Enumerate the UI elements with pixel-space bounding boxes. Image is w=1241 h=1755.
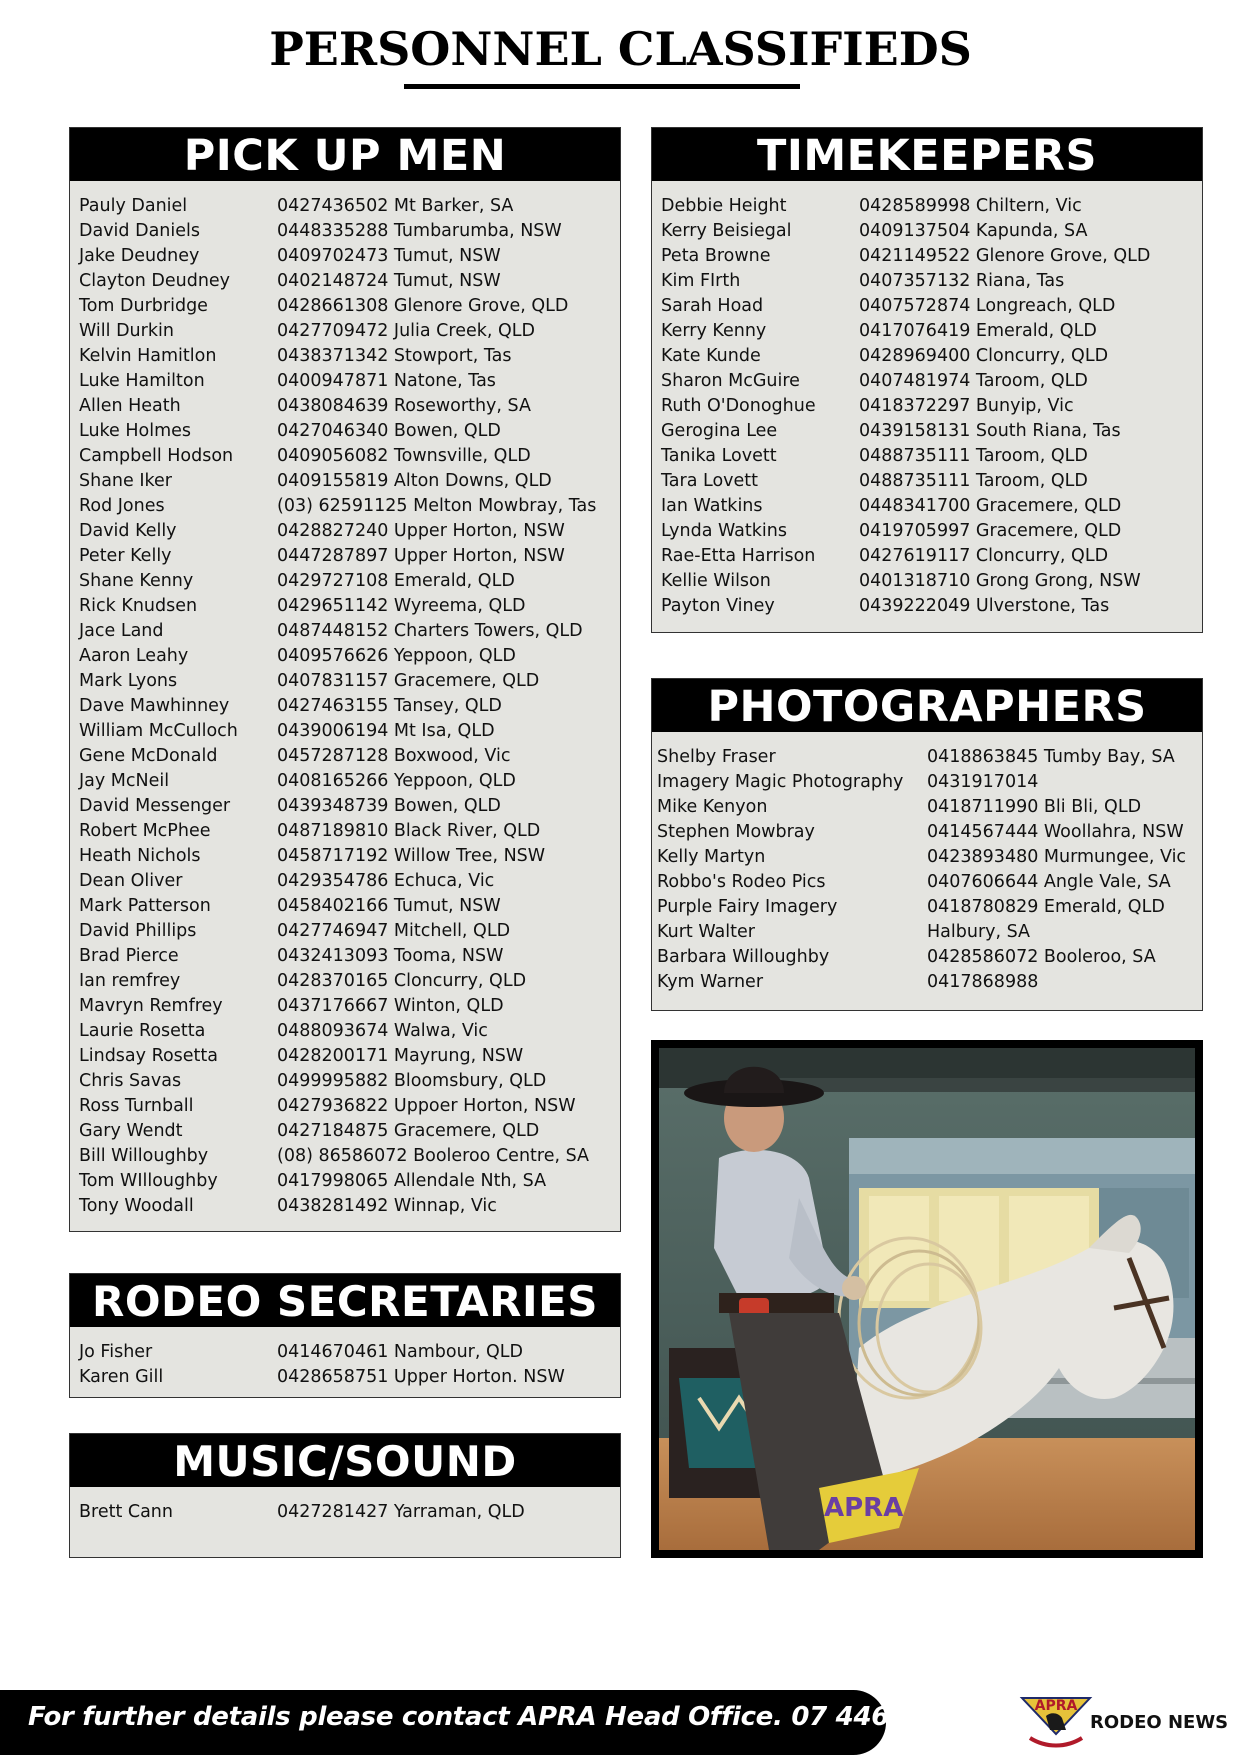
entry-details: 0488093674 Walwa, Vic [277, 1021, 488, 1041]
list-item [652, 394, 1202, 419]
entry-name: Shelby Fraser [657, 747, 776, 767]
entry-details: 0439158131 South Riana, Tas [859, 421, 1121, 441]
list-item [652, 945, 1202, 970]
entry-details: 0432413093 Tooma, NSW [277, 946, 504, 966]
entry-name: Karen Gill [79, 1367, 164, 1387]
entry-name: Rae-Etta Harrison [661, 546, 816, 566]
entry-details: 0428586072 Booleroo, SA [927, 947, 1156, 967]
list-item [70, 1044, 620, 1069]
section-title: TIMEKEEPERS [652, 128, 1202, 181]
entry-name: Rod Jones [79, 496, 165, 516]
entry-name: Debbie Height [661, 196, 787, 216]
footer-contact-bar [0, 1690, 987, 1755]
list-item [652, 870, 1202, 895]
entry-name: Clayton Deudney [79, 271, 231, 291]
entry-details: 0409056082 Townsville, QLD [277, 446, 531, 466]
list-item [70, 194, 620, 219]
entry-name: Shane Kenny [79, 571, 194, 591]
entry-details: 0409702473 Tumut, NSW [277, 246, 501, 266]
list-item [70, 1094, 620, 1119]
entry-details: 0407357132 Riana, Tas [859, 271, 1065, 291]
entry-name: Rick Knudsen [79, 596, 198, 616]
list-item [652, 369, 1202, 394]
list-item [652, 419, 1202, 444]
entry-details: 0427936822 Uppoer Horton, NSW [277, 1096, 576, 1116]
list-item [70, 844, 620, 869]
entry-name: William McCulloch [79, 721, 238, 741]
list-item [652, 319, 1202, 344]
list-item [70, 344, 620, 369]
entry-details: 0438281492 Winnap, Vic [277, 1196, 497, 1216]
list-item [652, 970, 1202, 995]
entry-name: Robert McPhee [79, 821, 211, 841]
entry-list [70, 1327, 620, 1390]
cowboy-photo [651, 1040, 1203, 1558]
list-item [70, 269, 620, 294]
entry-name: Dean Oliver [79, 871, 183, 891]
entry-name: Ross Turnball [79, 1096, 194, 1116]
entry-name: Tara Lovett [661, 471, 758, 491]
list-item [70, 869, 620, 894]
entry-name: Luke Hamilton [79, 371, 205, 391]
entry-details: 0458402166 Tumut, NSW [277, 896, 501, 916]
entry-name: Mark Lyons [79, 671, 178, 691]
entry-name: Heath Nichols [79, 846, 201, 866]
entry-details: 0417998065 Allendale Nth, SA [277, 1171, 547, 1191]
section-title: PICK UP MEN [70, 128, 620, 181]
entry-details: 0427463155 Tansey, QLD [277, 696, 502, 716]
list-item [70, 919, 620, 944]
entry-name: Pauly Daniel [79, 196, 188, 216]
entry-details: 0448335288 Tumbarumba, NSW [277, 221, 562, 241]
section-title: MUSIC/SOUND [70, 1434, 620, 1487]
entry-name: Gary Wendt [79, 1121, 183, 1141]
list-item [70, 294, 620, 319]
entry-name: David Messenger [79, 796, 231, 816]
list-item [652, 344, 1202, 369]
list-item [652, 845, 1202, 870]
entry-details: Halbury, SA [927, 922, 1031, 942]
entry-details: 0427046340 Bowen, QLD [277, 421, 501, 441]
entry-details: 0427281427 Yarraman, QLD [277, 1502, 525, 1522]
entry-details: 0417076419 Emerald, QLD [859, 321, 1097, 341]
entry-details: 0427184875 Gracemere, QLD [277, 1121, 540, 1141]
entry-name: Bill Willoughby [79, 1146, 209, 1166]
entry-details: 0428661308 Glenore Grove, QLD [277, 296, 569, 316]
entry-name: Kurt Walter [657, 922, 755, 942]
list-item [652, 444, 1202, 469]
list-item [652, 519, 1202, 544]
entry-name: Peta Browne [661, 246, 771, 266]
entry-details: 0427709472 Julia Creek, QLD [277, 321, 535, 341]
entry-details: 0429727108 Emerald, QLD [277, 571, 515, 591]
photographers-section [651, 678, 1203, 1011]
list-item [70, 1019, 620, 1044]
entry-name: Kerry Kenny [661, 321, 767, 341]
entry-name: Tom WIlloughby [79, 1171, 218, 1191]
list-item [70, 219, 620, 244]
entry-details: 0439348739 Bowen, QLD [277, 796, 501, 816]
entry-details: 0418780829 Emerald, QLD [927, 897, 1165, 917]
list-item [652, 745, 1202, 770]
cowboy-on-horse-photo-icon [659, 1048, 1195, 1550]
entry-name: Kelly Martyn [657, 847, 766, 867]
entry-name: Mavryn Remfrey [79, 996, 223, 1016]
entry-name: Payton Viney [661, 596, 775, 616]
entry-name: Kelvin Hamitlon [79, 346, 217, 366]
list-item [652, 294, 1202, 319]
entry-details: 0439006194 Mt Isa, QLD [277, 721, 495, 741]
list-item [652, 770, 1202, 795]
entry-details: 0418863845 Tumby Bay, SA [927, 747, 1175, 767]
list-item [652, 594, 1202, 619]
entry-name: Lindsay Rosetta [79, 1046, 218, 1066]
entry-details: 0431917014 [927, 772, 1039, 792]
pickup-men-section [69, 127, 621, 1232]
list-item [70, 569, 620, 594]
entry-details: 0417868988 [927, 972, 1039, 992]
entry-details: 0408165266 Yeppoon, QLD [277, 771, 516, 791]
entry-name: Shane Iker [79, 471, 172, 491]
entry-details: 0402148724 Tumut, NSW [277, 271, 501, 291]
list-item [70, 319, 620, 344]
entry-details: 0421149522 Glenore Grove, QLD [859, 246, 1151, 266]
entry-details: 0438084639 Roseworthy, SA [277, 396, 531, 416]
entry-name: Gerogina Lee [661, 421, 778, 441]
entry-list [652, 732, 1202, 995]
entry-details: 0427746947 Mitchell, QLD [277, 921, 511, 941]
chaps-logo-text: APRA [824, 1493, 904, 1523]
entry-list [652, 181, 1202, 619]
entry-details: 0409576626 Yeppoon, QLD [277, 646, 516, 666]
list-item [652, 895, 1202, 920]
entry-name: Kerry Beisiegal [661, 221, 792, 241]
entry-name: Dave Mawhinney [79, 696, 230, 716]
entry-name: Barbara Willoughby [657, 947, 830, 967]
entry-details: 0488735111 Taroom, QLD [859, 446, 1088, 466]
list-item [70, 644, 620, 669]
timekeepers-section [651, 127, 1203, 633]
entry-details: 0439222049 Ulverstone, Tas [859, 596, 1110, 616]
entry-name: Tanika Lovett [661, 446, 777, 466]
entry-name: Peter Kelly [79, 546, 172, 566]
entry-details: 0499995882 Bloomsbury, QLD [277, 1071, 547, 1091]
entry-name: Mark Patterson [79, 896, 211, 916]
list-item [70, 419, 620, 444]
entry-details: (08) 86586072 Booleroo Centre, SA [277, 1146, 590, 1166]
entry-details: 0428370165 Cloncurry, QLD [277, 971, 527, 991]
section-title: PHOTOGRAPHERS [652, 679, 1202, 732]
entry-list [70, 1487, 620, 1525]
entry-name: Lynda Watkins [661, 521, 787, 541]
list-item [70, 594, 620, 619]
list-item [652, 244, 1202, 269]
list-item [70, 544, 620, 569]
entry-name: Sharon McGuire [661, 371, 800, 391]
rodeo-secretaries-section [69, 1273, 621, 1398]
list-item [70, 744, 620, 769]
entry-name: Gene McDonald [79, 746, 218, 766]
list-item [652, 920, 1202, 945]
section-title: RODEO SECRETARIES [70, 1274, 620, 1327]
entry-name: Luke Holmes [79, 421, 192, 441]
entry-name: Allen Heath [79, 396, 181, 416]
list-item [70, 369, 620, 394]
entry-name: Kim FIrth [661, 271, 741, 291]
entry-details: 0488735111 Taroom, QLD [859, 471, 1088, 491]
entry-name: Tom Durbridge [79, 296, 208, 316]
entry-name: Jo Fisher [79, 1342, 153, 1362]
entry-name: Purple Fairy Imagery [657, 897, 838, 917]
entry-details: 0487448152 Charters Towers, QLD [277, 621, 583, 641]
entry-details: 0407572874 Longreach, QLD [859, 296, 1116, 316]
list-item [652, 569, 1202, 594]
entry-details: 0427619117 Cloncurry, QLD [859, 546, 1109, 566]
list-item [70, 894, 620, 919]
entry-details: 0429651142 Wyreema, QLD [277, 596, 526, 616]
footer-contact-text: For further details please contact APRA Head Office. 07 4461 8183 [28, 1702, 987, 1732]
entry-details: 0407606644 Angle Vale, SA [927, 872, 1171, 892]
list-item [652, 544, 1202, 569]
entry-details: 0400947871 Natone, Tas [277, 371, 496, 391]
list-item [70, 944, 620, 969]
apra-logo-text: APRA [1034, 1698, 1078, 1714]
entry-name: Kym Warner [657, 972, 764, 992]
list-item [70, 1340, 620, 1365]
title-underline [404, 84, 800, 89]
list-item [652, 494, 1202, 519]
entry-details: 0419705997 Gracemere, QLD [859, 521, 1122, 541]
list-item [70, 719, 620, 744]
entry-details: 0438371342 Stowport, Tas [277, 346, 512, 366]
entry-name: Jay McNeil [79, 771, 170, 791]
entry-name: Ian Watkins [661, 496, 763, 516]
entry-name: David Kelly [79, 521, 177, 541]
list-item [70, 244, 620, 269]
entry-details: 0428589998 Chiltern, Vic [859, 196, 1082, 216]
entry-details: 0427436502 Mt Barker, SA [277, 196, 514, 216]
list-item [652, 469, 1202, 494]
entry-name: Laurie Rosetta [79, 1021, 206, 1041]
list-item [652, 219, 1202, 244]
entry-name: Will Durkin [79, 321, 174, 341]
list-item [70, 394, 620, 419]
entry-list [70, 181, 620, 1219]
entry-name: Sarah Hoad [661, 296, 764, 316]
entry-details: 0401318710 Grong Grong, NSW [859, 571, 1141, 591]
entry-name: Campbell Hodson [79, 446, 234, 466]
entry-details: 0418372297 Bunyip, Vic [859, 396, 1074, 416]
music-sound-section [69, 1433, 621, 1558]
entry-details: 0448341700 Gracemere, QLD [859, 496, 1122, 516]
list-item [70, 1069, 620, 1094]
entry-details: 0414670461 Nambour, QLD [277, 1342, 523, 1362]
entry-name: Tony Woodall [79, 1196, 194, 1216]
list-item [70, 1500, 620, 1525]
entry-details: 0428969400 Cloncurry, QLD [859, 346, 1109, 366]
list-item [70, 619, 620, 644]
list-item [70, 1194, 620, 1219]
entry-details: 0409155819 Alton Downs, QLD [277, 471, 552, 491]
entry-name: Mike Kenyon [657, 797, 768, 817]
list-item [70, 444, 620, 469]
list-item [70, 819, 620, 844]
entry-details: (03) 62591125 Melton Mowbray, Tas [277, 496, 597, 516]
entry-details: 0407481974 Taroom, QLD [859, 371, 1088, 391]
list-item [70, 769, 620, 794]
list-item [70, 494, 620, 519]
entry-details: 0447287897 Upper Horton, NSW [277, 546, 565, 566]
rodeo-news-brand: RODEO NEWS [1090, 1712, 1229, 1733]
entry-name: Imagery Magic Photography [657, 772, 904, 792]
list-item [70, 994, 620, 1019]
entry-name: Brad Pierce [79, 946, 179, 966]
entry-details: 0457287128 Boxwood, Vic [277, 746, 511, 766]
apra-logo-icon [1016, 1690, 1096, 1752]
entry-name: David Phillips [79, 921, 197, 941]
list-item [70, 969, 620, 994]
entry-name: David Daniels [79, 221, 200, 241]
list-item [652, 269, 1202, 294]
entry-details: 0409137504 Kapunda, SA [859, 221, 1088, 241]
entry-name: Stephen Mowbray [657, 822, 815, 842]
entry-name: Jace Land [79, 621, 164, 641]
entry-details: 0423893480 Murmungee, Vic [927, 847, 1187, 867]
entry-details: 0487189810 Black River, QLD [277, 821, 541, 841]
entry-details: 0428827240 Upper Horton, NSW [277, 521, 565, 541]
list-item [70, 1144, 620, 1169]
entry-name: Kate Kunde [661, 346, 761, 366]
list-item [652, 795, 1202, 820]
entry-details: 0428658751 Upper Horton. NSW [277, 1367, 565, 1387]
entry-name: Ian remfrey [79, 971, 181, 991]
entry-name: Robbo's Rodeo Pics [657, 872, 826, 892]
entry-name: Aaron Leahy [79, 646, 189, 666]
entry-details: 0428200171 Mayrung, NSW [277, 1046, 524, 1066]
entry-details: 0458717192 Willow Tree, NSW [277, 846, 546, 866]
list-item [70, 519, 620, 544]
list-item [70, 1169, 620, 1194]
entry-name: Ruth O'Donoghue [661, 396, 816, 416]
list-item [652, 820, 1202, 845]
list-item [70, 694, 620, 719]
entry-name: Brett Cann [79, 1502, 173, 1522]
list-item [70, 794, 620, 819]
entry-name: Chris Savas [79, 1071, 182, 1091]
page-title: PERSONNEL CLASSIFIEDS [269, 22, 972, 76]
entry-details: 0437176667 Winton, QLD [277, 996, 504, 1016]
list-item [70, 1119, 620, 1144]
entry-details: 0414567444 Woollahra, NSW [927, 822, 1184, 842]
entry-name: Jake Deudney [79, 246, 200, 266]
list-item [70, 669, 620, 694]
entry-details: 0429354786 Echuca, Vic [277, 871, 495, 891]
entry-details: 0418711990 Bli Bli, QLD [927, 797, 1142, 817]
list-item [70, 469, 620, 494]
list-item [652, 194, 1202, 219]
entry-name: Kellie Wilson [661, 571, 771, 591]
entry-details: 0407831157 Gracemere, QLD [277, 671, 540, 691]
list-item [70, 1365, 620, 1390]
